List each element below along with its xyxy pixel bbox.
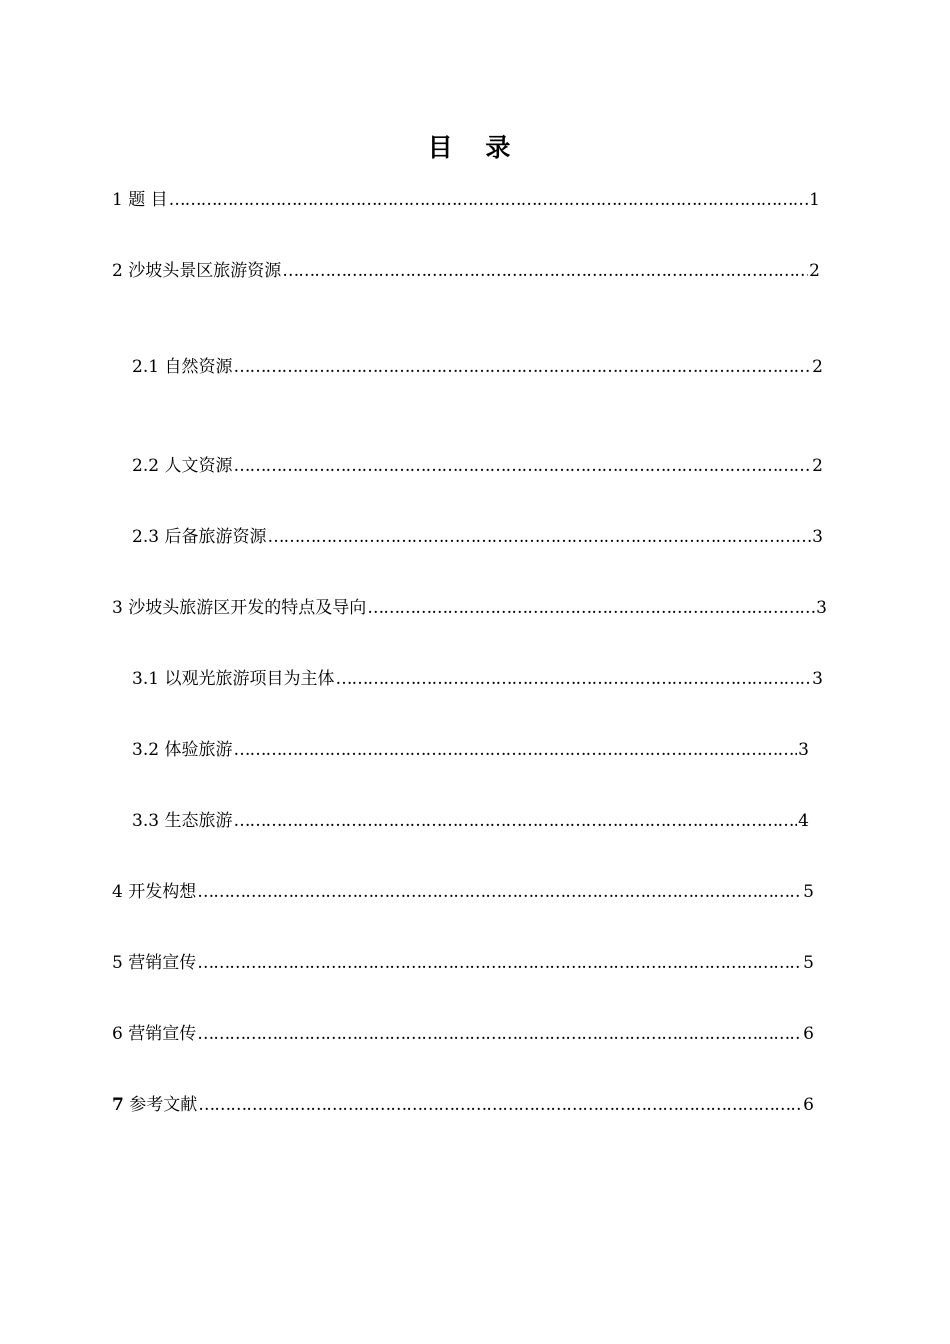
toc-entry-7 [112,1093,814,1117]
toc-entry-label: 2.1 自然资源 [132,357,233,377]
toc-entry-2 [112,259,820,283]
toc-entry-label: 2.2 人文资源 [132,456,233,476]
toc-entry-label: 4 开发构想 [112,882,197,902]
toc-entry-2-1 [132,355,823,379]
toc-title: 目 录 [427,133,523,162]
toc-entry-2-2 [132,454,823,478]
toc-entry-page: 6 [803,1095,814,1115]
toc-entry-label: 3.1 以观光旅游项目为主体 [132,669,335,689]
toc-entry-label: 3 沙坡头旅游区开发的特点及导向 [112,598,367,618]
toc-leader-dots [233,355,811,379]
toc-entry-label: 2 沙坡头景区旅游资源 [112,261,282,281]
toc-entry-label: 6 营销宣传 [112,1024,197,1044]
toc-entry-page: 4 [798,811,809,831]
toc-entry-label [112,1093,197,1117]
toc-leader-dots [197,1022,802,1046]
toc-entry-page: 3 [812,669,823,689]
toc-entry-2-3 [132,525,823,549]
toc-entry-page: 3 [816,598,827,618]
toc-entry-3-3 [132,809,809,833]
toc-leader-dots [233,809,797,833]
toc-entry-page: 1 [809,190,820,210]
toc-entry-text: 参考文献 [123,1095,198,1115]
toc-entry-page: 3 [812,527,823,547]
toc-leader-dots [335,667,811,691]
toc-entry-page: 5 [803,882,814,902]
toc-leader-dots [197,880,802,904]
toc-leader-dots [198,1093,802,1117]
toc-entry-3-1 [132,667,823,691]
toc-entry-3-2 [132,738,809,762]
toc-entry-page: 2 [809,261,820,281]
toc-entry-label: 3.2 体验旅游 [132,740,233,760]
toc-entry-label: 1 题 目 [112,190,168,210]
toc-entry-4 [112,880,814,904]
toc-leader-dots [233,738,797,762]
toc-entry-6 [112,1022,814,1046]
toc-entry-number: 7 [112,1095,124,1115]
toc-entry-1 [112,188,820,212]
toc-entry-5 [112,951,814,975]
toc-leader-dots [169,188,809,212]
toc-entry-label: 5 营销宣传 [112,953,197,973]
toc-leader-dots [267,525,811,549]
toc-entry-page: 2 [812,456,823,476]
toc-entry-page: 2 [812,357,823,377]
toc-leader-dots [233,454,811,478]
toc-entry-label: 3.3 生态旅游 [132,811,233,831]
toc-entry-page: 5 [803,953,814,973]
toc-leader-dots [367,596,815,620]
toc-entry-page: 6 [803,1024,814,1044]
toc-entry-page: 3 [798,740,809,760]
toc-entry-label: 2.3 后备旅游资源 [132,527,267,547]
toc-leader-dots [197,951,802,975]
toc-entry-3 [112,596,827,620]
toc-leader-dots [282,259,808,283]
